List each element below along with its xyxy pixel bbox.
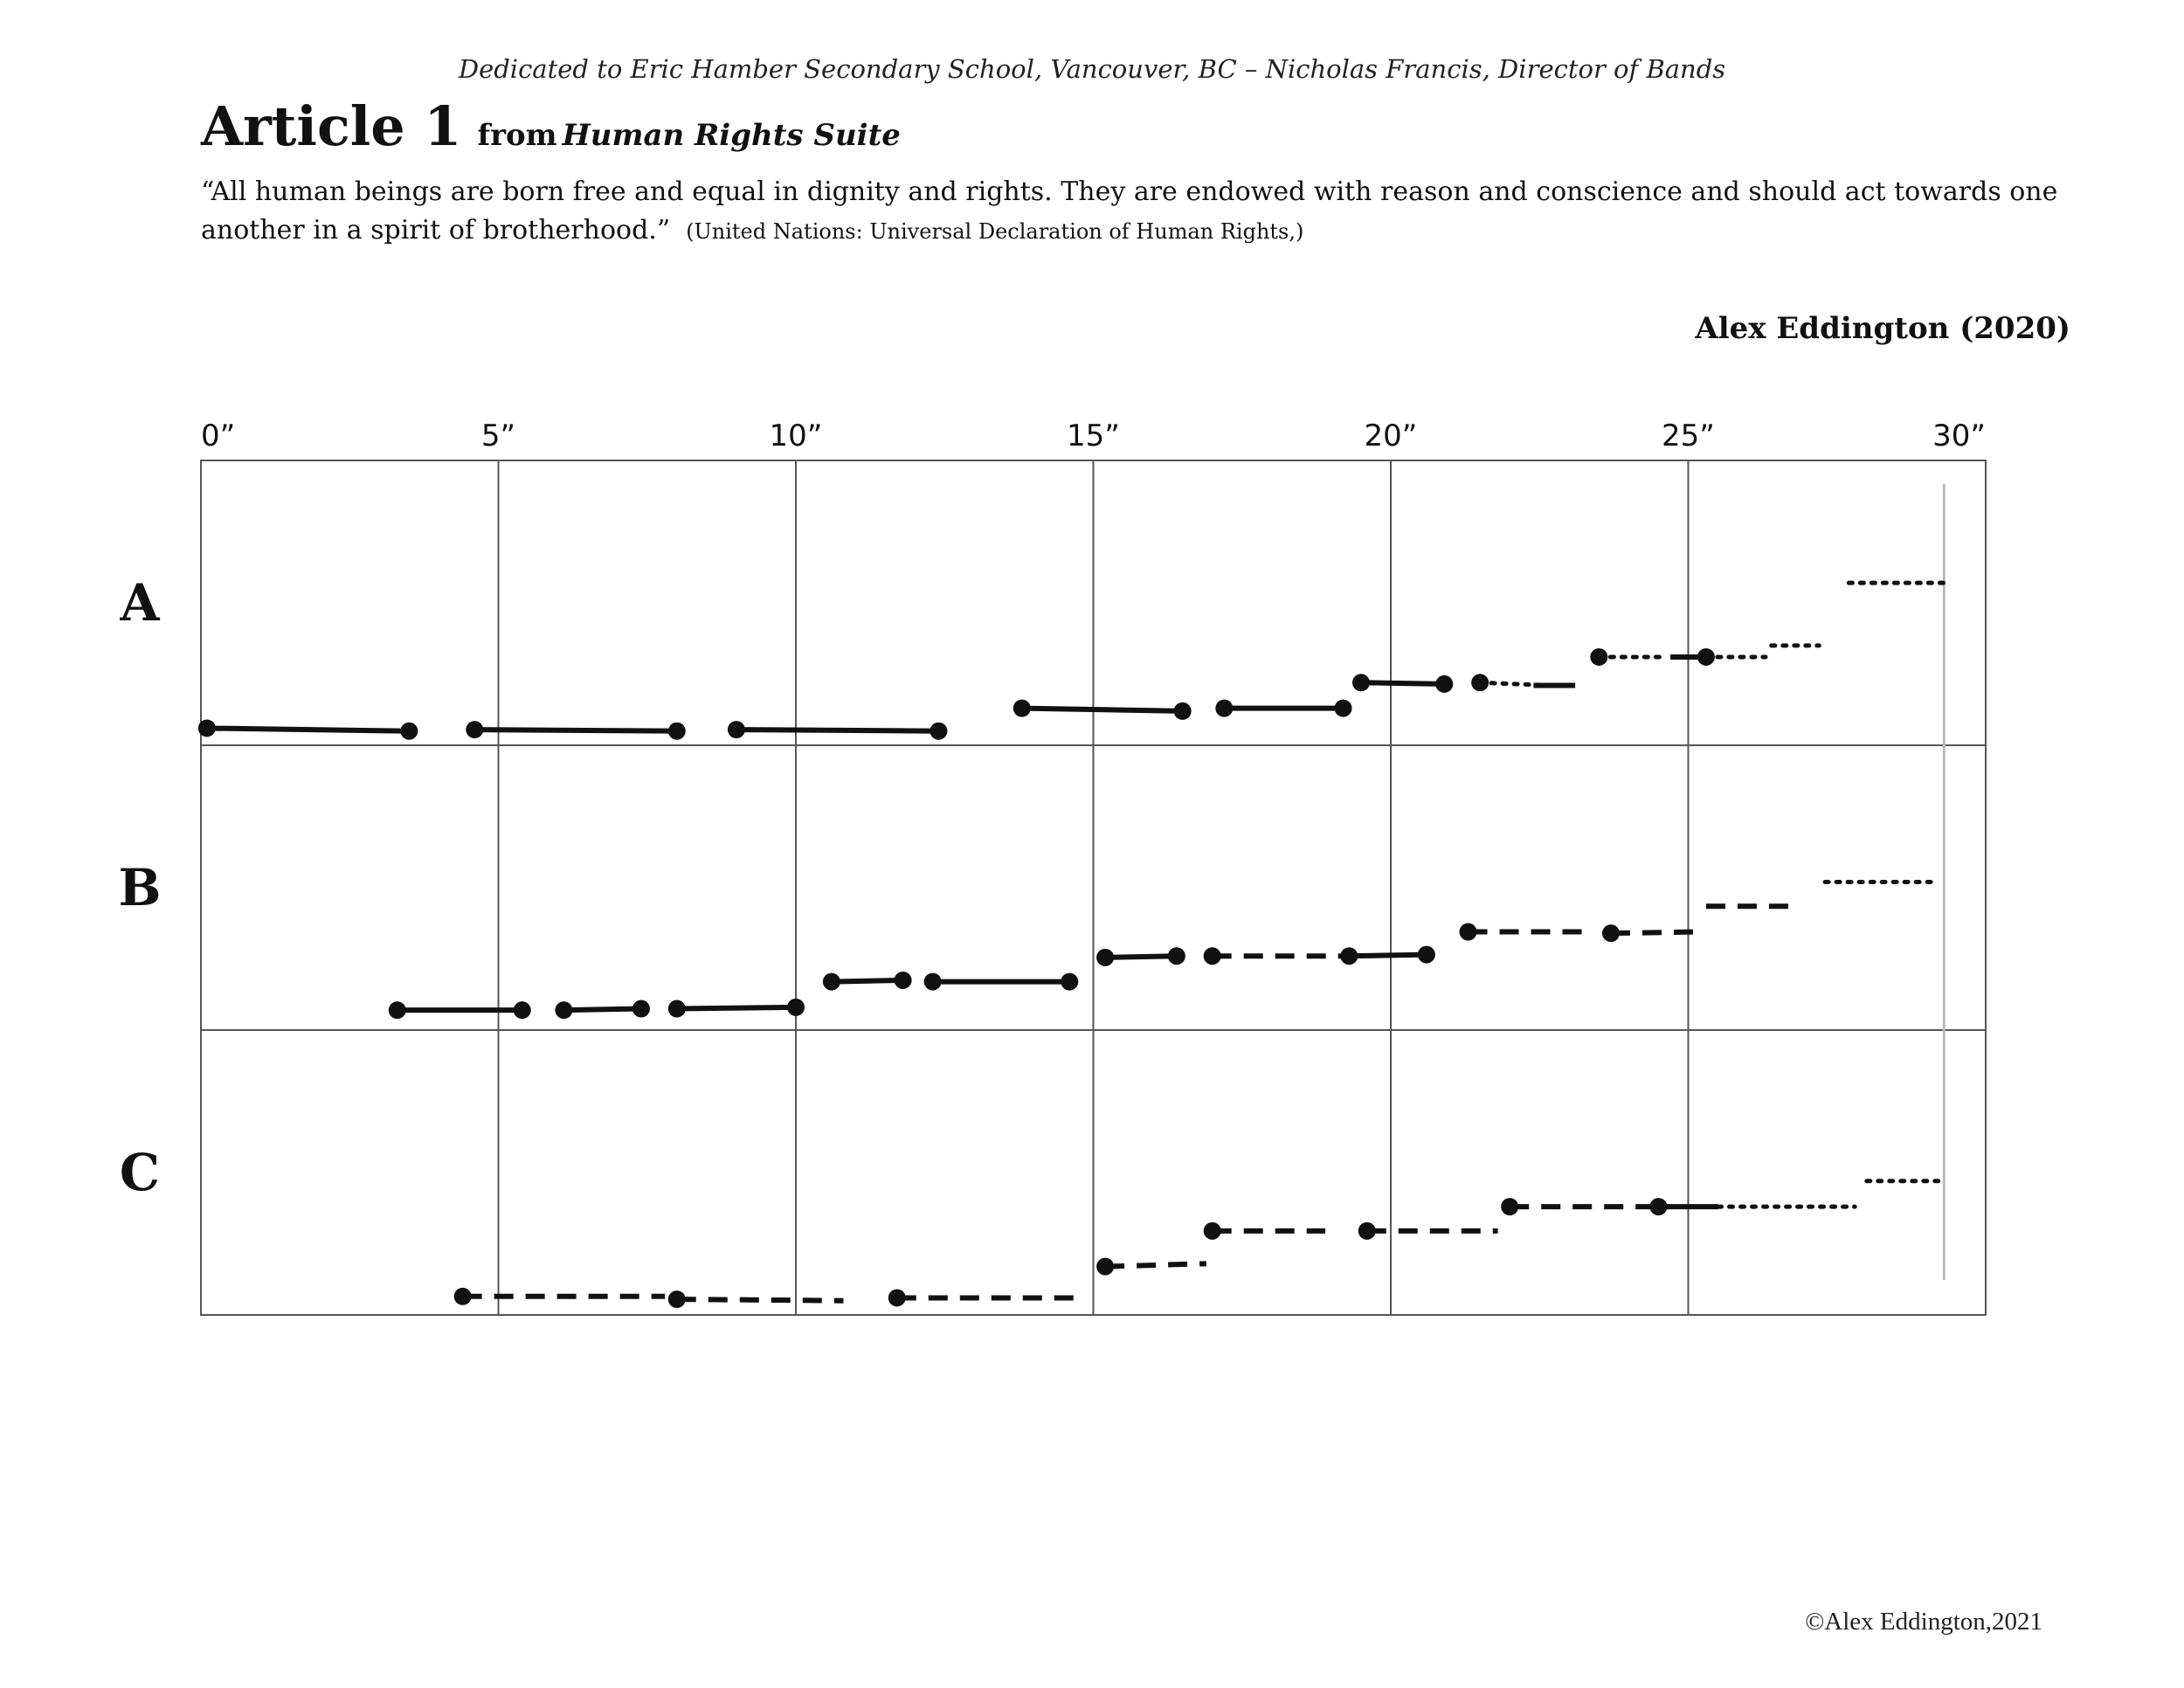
quote-source: (United Nations: Universal Declaration of Human Rights,)	[686, 219, 1304, 244]
note-dot	[1352, 674, 1370, 691]
segment-solid	[563, 1009, 641, 1011]
row-label-b: B	[118, 858, 162, 917]
segment-solid	[1361, 682, 1444, 684]
note-dot	[1590, 648, 1607, 666]
note-dot	[895, 972, 912, 989]
segment-solid	[677, 1007, 796, 1009]
note-dot	[1358, 1222, 1376, 1240]
note-dot	[728, 721, 745, 738]
note-dot	[888, 1289, 906, 1306]
segment-solid	[736, 730, 939, 731]
x-tick-label: 25”	[1662, 419, 1715, 453]
note-dot	[1697, 648, 1715, 666]
note-dot	[1418, 946, 1435, 964]
note-dot	[1204, 947, 1221, 965]
note-dot	[1061, 973, 1078, 991]
note-dot	[1602, 924, 1620, 942]
x-tick-label: 20”	[1364, 419, 1418, 453]
dedication: Dedicated to Eric Hamber Secondary School, Vancouver, BC – Nicholas Francis, Director of Bands	[458, 54, 1726, 84]
segment-dashed	[1611, 932, 1700, 934]
note-dot	[1460, 924, 1477, 941]
note-dot	[1215, 700, 1233, 717]
x-tick-label: 0”	[201, 419, 236, 453]
composer-credit: Alex Eddington (2020)	[1695, 311, 2070, 346]
note-dot	[1335, 700, 1352, 717]
copyright: ©Alex Eddington,2021	[1805, 1608, 2042, 1636]
note-dot	[930, 723, 947, 740]
note-dot	[198, 719, 216, 737]
note-dot	[787, 999, 805, 1016]
note-dot	[514, 1001, 531, 1019]
note-dot	[1168, 947, 1185, 965]
segment-dashed	[677, 1299, 844, 1301]
note-dot	[823, 973, 840, 991]
note-dot	[466, 721, 483, 738]
segment-solid	[474, 730, 677, 731]
note-dot	[1013, 700, 1031, 717]
segment-dashed	[1105, 1263, 1206, 1266]
segment-solid	[1022, 709, 1183, 711]
note-dot	[1471, 674, 1489, 691]
note-dot	[400, 723, 418, 740]
note-dot	[1096, 949, 1114, 966]
title-from: from	[477, 118, 557, 153]
segment-solid	[1349, 955, 1427, 957]
x-tick-label: 30”	[1932, 419, 1986, 453]
note-dot	[924, 973, 942, 991]
note-dot	[1204, 1222, 1221, 1240]
segment-solid	[832, 980, 903, 982]
x-tick-label: 15”	[1067, 419, 1120, 453]
row-label-c: C	[119, 1143, 161, 1202]
piece-title: Article 1	[201, 94, 462, 158]
x-tick-label: 10”	[769, 419, 823, 453]
note-dot	[389, 1001, 406, 1019]
note-dot	[1649, 1198, 1667, 1215]
row-label-a: A	[120, 573, 160, 633]
note-dot	[1174, 702, 1192, 720]
x-tick-label: 5”	[480, 419, 516, 453]
note-dot	[668, 1290, 686, 1308]
note-dot	[632, 1000, 650, 1018]
note-dot	[668, 723, 686, 740]
suite-title: Human Rights Suite	[562, 118, 901, 153]
note-dot	[555, 1001, 572, 1019]
segment-solid	[207, 728, 410, 730]
note-dot	[454, 1288, 472, 1305]
quote-text: “All human beings are born free and equal in dignity and rights. They are endowed with reason and conscience and should act towards one another in a spirit of brotherhood.”	[201, 176, 2058, 246]
note-dot	[668, 1000, 686, 1018]
note-dot	[1435, 675, 1453, 693]
note-dot	[1096, 1258, 1114, 1276]
note-dot	[1501, 1198, 1518, 1215]
segment-solid	[1105, 956, 1177, 958]
